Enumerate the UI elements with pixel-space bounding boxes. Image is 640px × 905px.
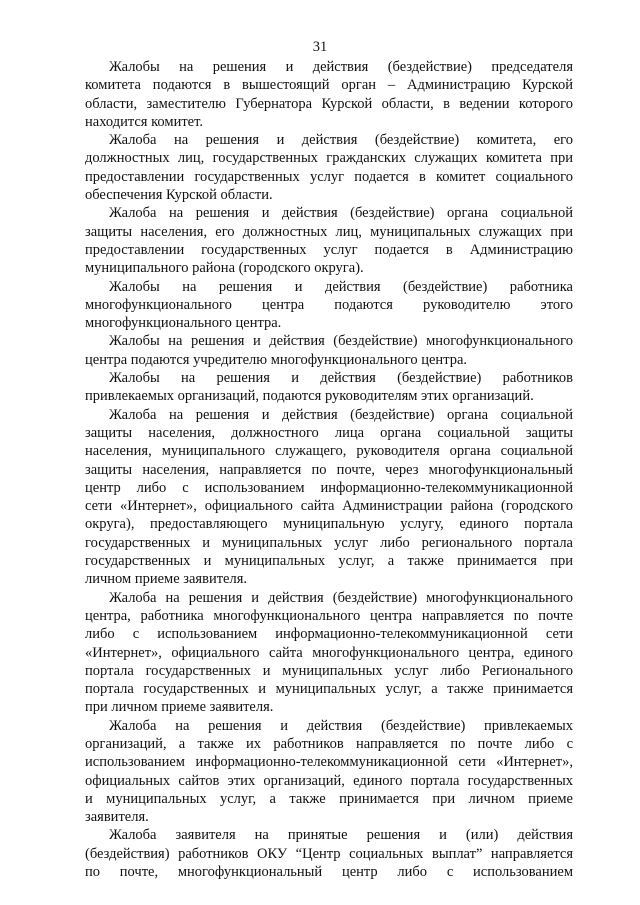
paragraph-line: предоставлении государственных услуг подается в Администрацию (85, 241, 573, 258)
paragraph-line: находится комитет. (85, 113, 203, 130)
paragraph-line: обеспечения Курской области. (85, 187, 273, 204)
paragraph-line: личном приеме заявителя. (85, 571, 248, 588)
paragraph-line: защиты населения, направляется по почте, через многофункциональный (85, 461, 573, 478)
paragraph (85, 278, 573, 333)
paragraph (85, 369, 573, 406)
paragraph-line: защиты населения, должностного лица органа социальной защиты (85, 424, 573, 441)
paragraph (85, 826, 573, 881)
paragraph-line: государственных и муниципальных услуг либо регионального портала (85, 534, 573, 551)
paragraph-line: организаций, а также их работников направляется по почте либо с (85, 735, 573, 752)
paragraph-line: по почте, многофункциональный центр либо с использованием (85, 864, 573, 881)
paragraph-line: государственных и муниципальных услуг, а также принимается при (85, 553, 573, 570)
paragraph-line: либо с использованием информационно-телекоммуникационной сети (85, 626, 573, 643)
paragraph-line: Жалоба на решения и действия (бездействие) комитета, его (109, 132, 573, 149)
paragraph-line: округа), предоставляющего муниципальную услугу, единого портала (85, 516, 573, 533)
paragraph-line: центр либо с использованием информационно-телекоммуникационной (85, 479, 573, 496)
paragraph (85, 131, 573, 204)
paragraph-line: Жалоба на решения и действия (бездействие) привлекаемых (109, 717, 573, 734)
paragraph-line: муниципального района (городского округа). (85, 260, 364, 277)
paragraph-line: Жалобы на решения и действия (бездействие) председателя (109, 59, 573, 75)
paragraph-line: должностных лиц, государственных гражданских служащих комитета при (85, 150, 573, 167)
paragraph-line: населения, муниципального служащего, руководителя органа социальной (85, 443, 573, 460)
paragraph (85, 589, 573, 717)
paragraph-line: Жалоба на решения и действия (бездействие) органа социальной (109, 205, 573, 222)
paragraph-line: центра подаются учредителю многофункционального центра. (85, 351, 468, 368)
paragraph (85, 204, 573, 277)
paragraph-line: портала государственных и муниципальных услуг либо Регионального (85, 662, 573, 679)
page-number: 31 (312, 39, 328, 55)
paragraph (85, 332, 573, 369)
paragraph-line: комитета подаются в вышестоящий орган – Администрацию Курской (85, 77, 573, 94)
paragraph (85, 406, 573, 589)
paragraph-line: центра, работника многофункционального центра направляется по почте (85, 607, 573, 624)
paragraph (85, 58, 573, 131)
paragraph (85, 717, 573, 827)
paragraph-line: предоставлении государственных услуг подается в комитет социального (85, 168, 573, 185)
paragraph-line: Жалобы на решения и действия (бездействие) многофункционального (109, 333, 573, 350)
paragraph-line: официальных сайтов этих организаций, единого портала государственных (85, 772, 573, 789)
paragraph-line: (бездействия) работников ОКУ “Центр социальных выплат” направляется (85, 845, 573, 862)
paragraph-line: Жалоба заявителя на принятые решения и (или) действия (109, 827, 573, 844)
paragraph-line: защиты населения, его должностных лиц, муниципальных служащих при (85, 223, 573, 240)
paragraph-line: «Интернет», официального сайта многофункционального центра, единого (85, 644, 573, 661)
paragraph-line: Жалоба на решения и действия (бездействие) многофункционального (109, 589, 573, 606)
paragraph-line: Жалобы на решения и действия (бездействие) работников (109, 370, 573, 387)
paragraph-line: портала государственных и муниципальных услуг, а также принимается (85, 681, 573, 698)
paragraph-line: привлекаемых организаций, подаются руководителям этих организаций. (85, 388, 534, 405)
paragraph-line: области, заместителю Губернатора Курской области, в ведении которого (85, 95, 573, 112)
paragraph-line: заявителя. (85, 809, 149, 826)
document-body (85, 58, 573, 881)
paragraph-line: Жалобы на решения и действия (бездействие) работника (109, 278, 573, 295)
paragraph-line: многофункционального центра подаются руководителю этого (85, 296, 573, 313)
paragraph-line: при личном приеме заявителя. (85, 699, 274, 716)
paragraph-line: сети «Интернет», официального сайта Администрации района (городского (85, 498, 573, 515)
paragraph-line: многофункционального центра. (85, 315, 282, 332)
paragraph-line: Жалоба на решения и действия (бездействие) органа социальной (109, 406, 573, 423)
paragraph-line: использованием информационно-телекоммуникационной сети «Интернет», (85, 754, 573, 771)
paragraph-line: и муниципальных услуг, а также принимается при личном приеме (85, 790, 573, 807)
